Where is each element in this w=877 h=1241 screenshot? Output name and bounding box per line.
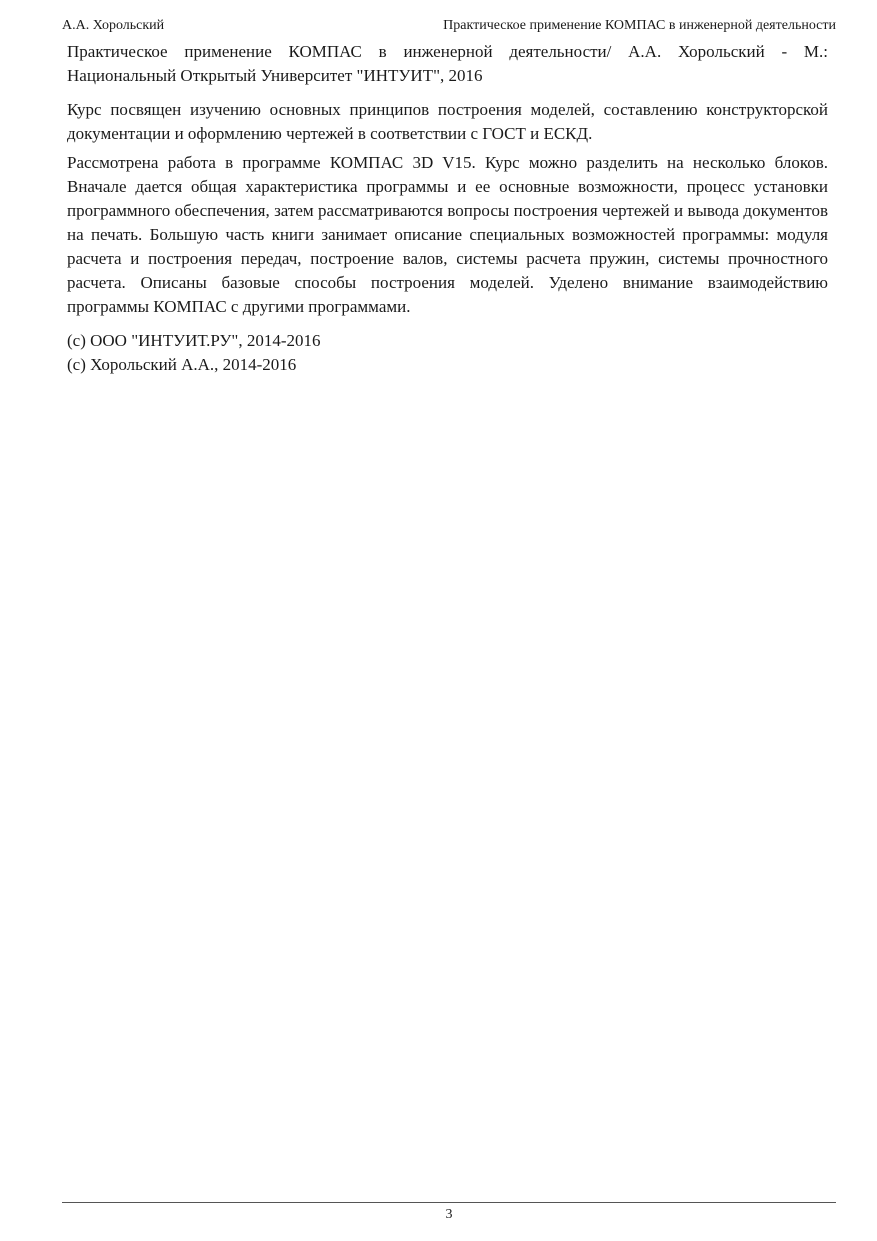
header-author: А.А. Хорольский	[62, 18, 165, 33]
page-number: 3	[445, 1207, 453, 1222]
footer-divider	[62, 1202, 836, 1203]
bibliographic-citation: Практическое применение КОМПАС в инженерной деятельности/ А.А. Хорольский - М.: Национальный Открытый Университет "ИНТУИТ", 2016	[67, 42, 828, 85]
abstract-paragraph-1: Курс посвящен изучению основных принципов построения моделей, составлению конструкторской документации и оформлению чертежей в соответствии с ГОСТ и ЕСКД.	[67, 100, 828, 143]
copyright-line-author: (c) Хорольский А.А., 2014-2016	[67, 355, 297, 374]
header-running-title: Практическое применение КОМПАС в инженерной деятельности	[443, 18, 836, 33]
page-header	[62, 16, 836, 36]
abstract-paragraph-2: Рассмотрена работа в программе КОМПАС 3D V15. Курс можно разделить на несколько блоков. Вначале дается общая характеристика программы и ее основные возможности, процесс установки программного обеспечения, затем рассматриваются вопросы построения чертежей и вывода документов на печать. Большую часть книги занимает описание специальных возможностей программы: модуля расчета и построения передач, построение валов, системы расчета пружин, системы прочностного расчета. Описаны базовые способы построения моделей. Уделено внимание взаимодействию программы КОМПАС с другими программами.	[67, 153, 828, 316]
page-content	[67, 40, 828, 377]
copyright-line-publisher: (c) ООО "ИНТУИТ.РУ", 2014-2016	[67, 331, 321, 350]
